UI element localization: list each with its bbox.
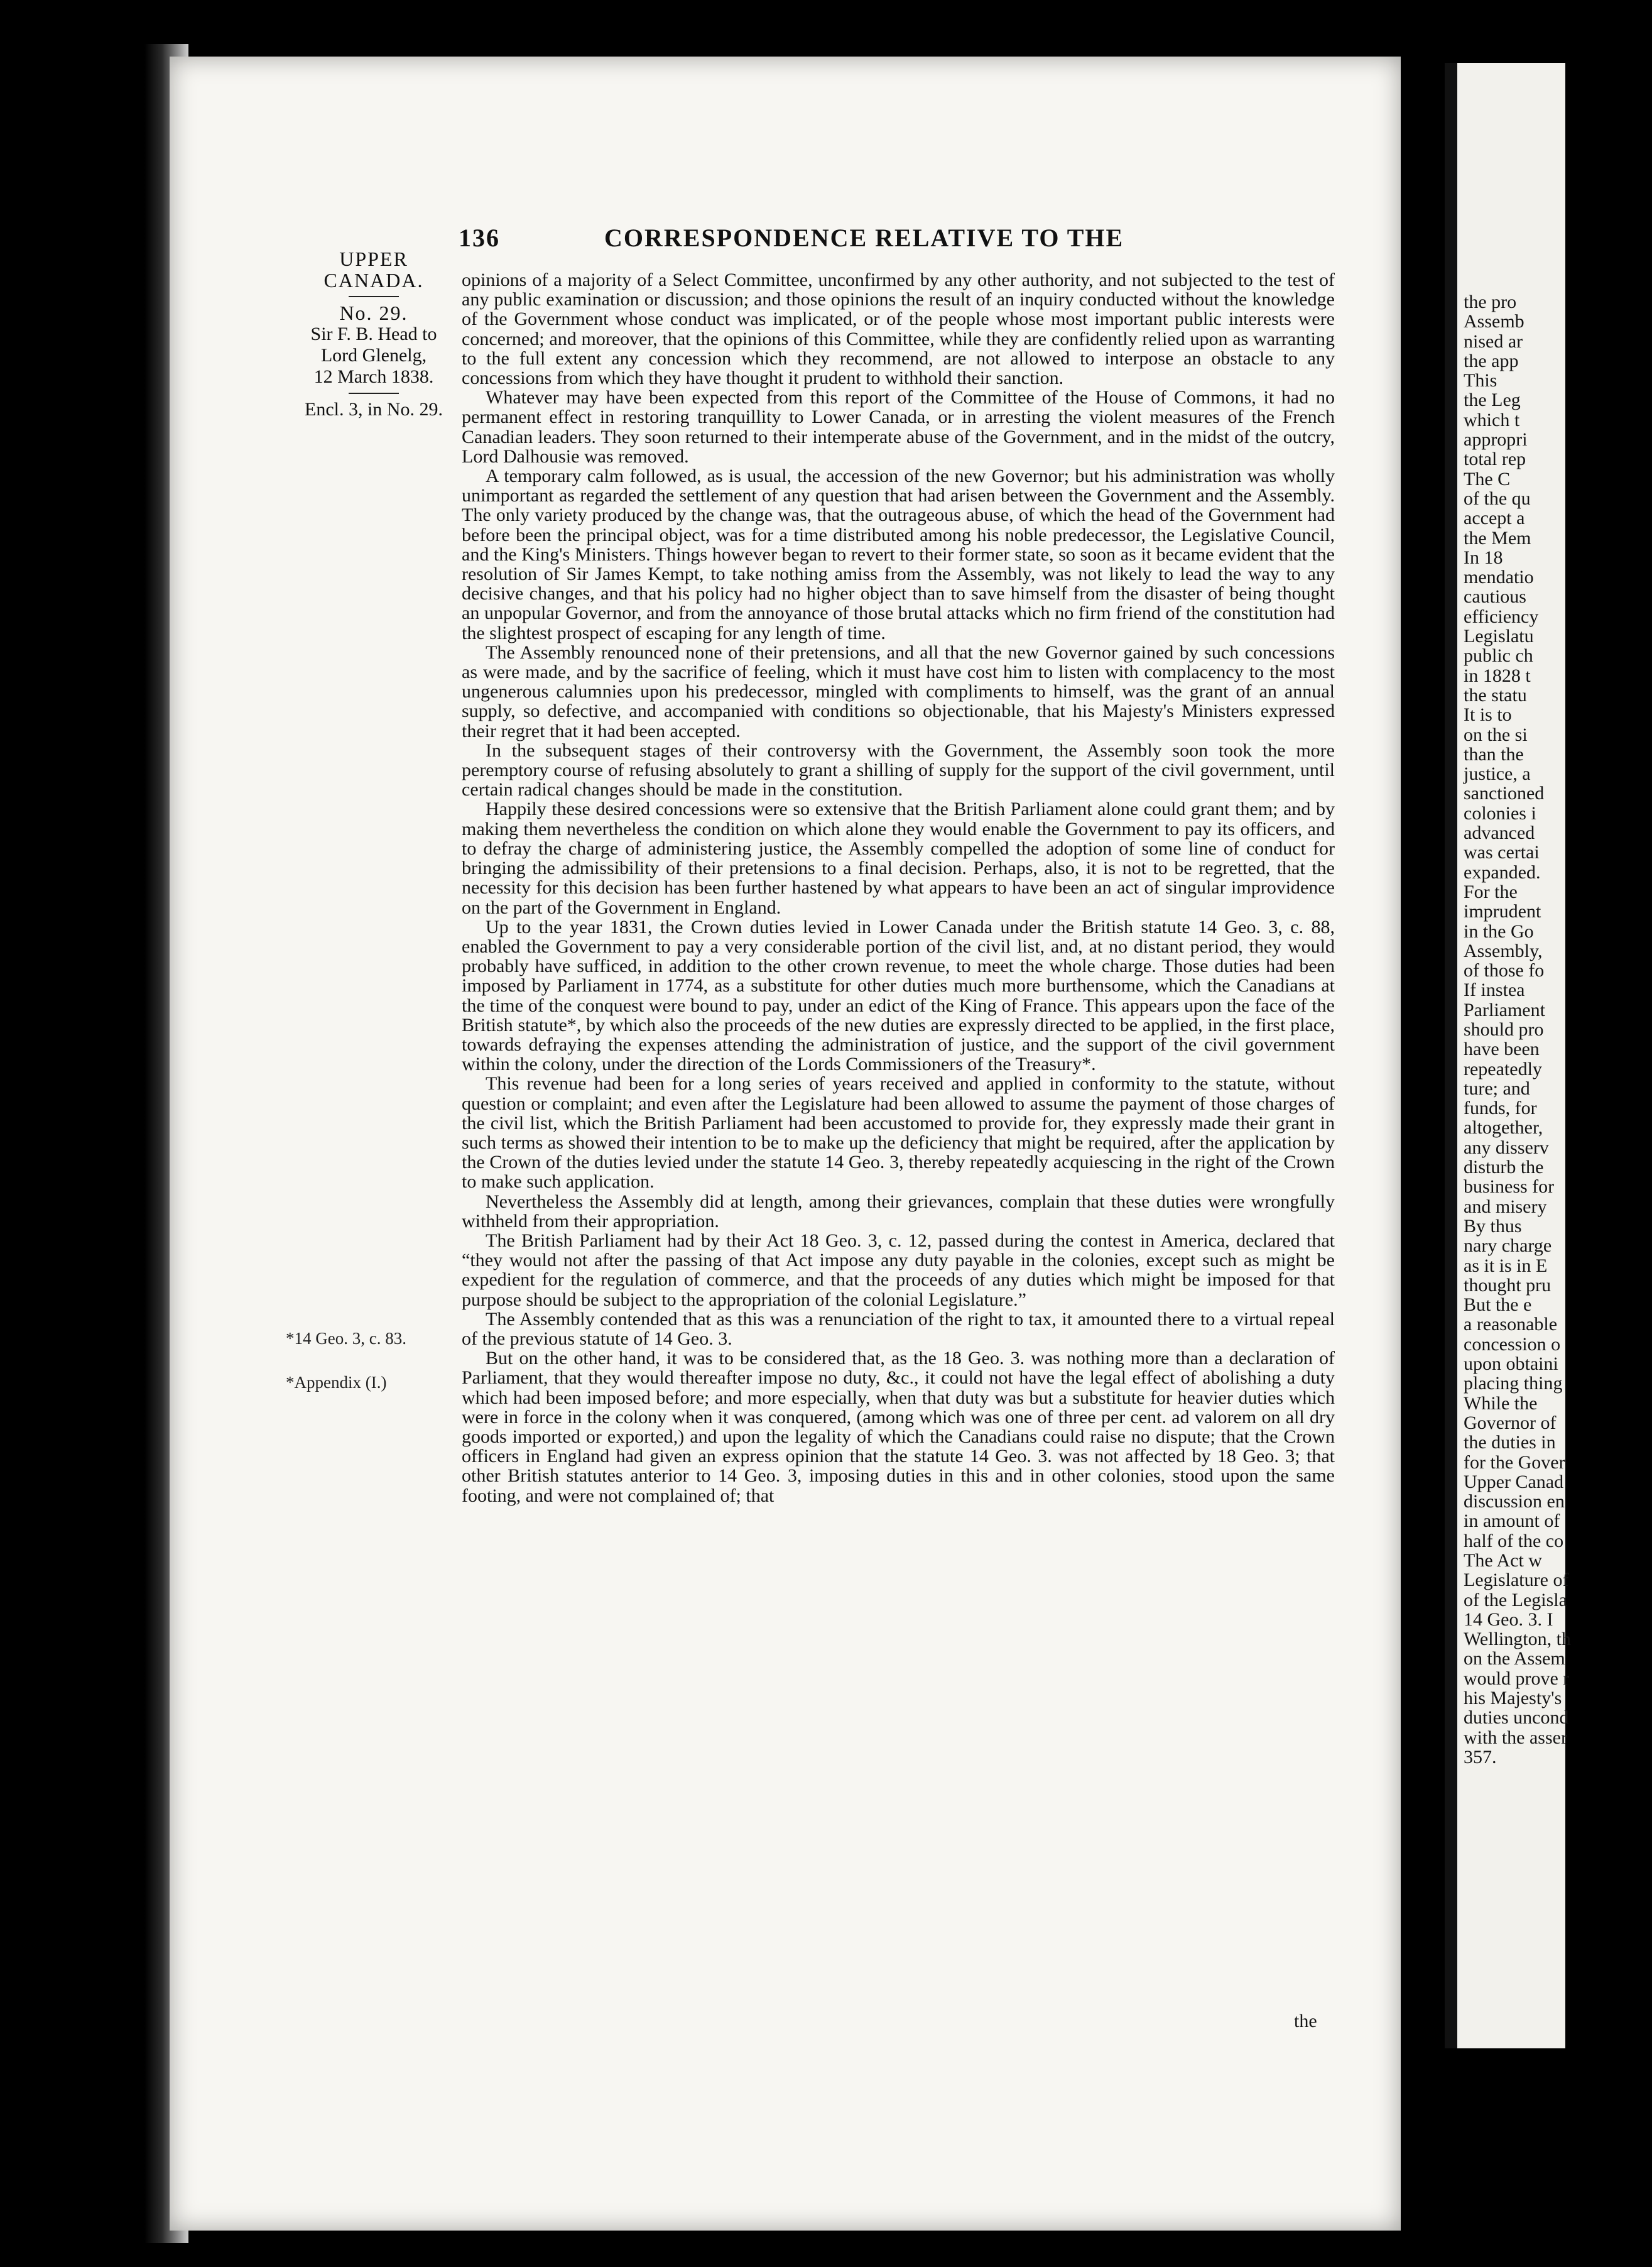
province-line-2: CANADA. <box>323 269 424 292</box>
paragraph: opinions of a majority of a Select Committee, unconfirmed by any other authority, and not subjected to the test of any public examination or discussion; and those opinions the result of an inquiry conducted without the knowledge of the Government whose conduct was implicated, or of the people whose most important public interests were concerned; and moreover, that the opinions of this Committee, while they are confidently relied upon as warranting to the full extent any concession which they recommend, are not allowed to interpose an obstacle to any concessions from which they have thought it prudent to withhold their sanction. <box>462 270 1335 389</box>
right-page-line: Assemb <box>1464 311 1524 332</box>
right-page-line: half of the co <box>1464 1530 1564 1551</box>
margin-rule <box>349 393 399 394</box>
right-page-line: In 18 <box>1464 547 1503 568</box>
right-page-line: sanctioned <box>1464 783 1545 804</box>
right-page-line: colonies i <box>1464 802 1536 824</box>
right-page-line: thought pru <box>1464 1274 1551 1296</box>
right-page-line: While the <box>1464 1392 1538 1414</box>
right-page-line: the pro <box>1464 292 1517 312</box>
right-page-line: altogether, <box>1464 1117 1543 1139</box>
right-page-line: should pro <box>1464 1019 1544 1040</box>
right-page-line: advanced <box>1464 822 1535 844</box>
paragraph: The Assembly renounced none of their pretensions, and all that the new Governor gained by such concessions as were made, and by the sacrifice of feeling, which it must have cost him to listen with complacency to the most ungenerous calumnies upon his predecessor, mingled with compliments to himself, was the grant of an annual supply, so defective, and accompanied with conditions so objectionable, that his Majesty's Ministers expressed their regret that it had been accepted. <box>462 642 1335 741</box>
paragraph: The Assembly contended that as this was a renunciation of the right to tax, it amounted there to a virtual repeal of the previous statute of 14 Geo. 3. <box>462 1308 1335 1349</box>
right-page-line: efficiency <box>1464 606 1539 627</box>
body-text <box>462 270 1335 1505</box>
right-page-line: and misery <box>1464 1196 1547 1217</box>
right-page-line: expanded. <box>1464 861 1541 883</box>
right-page-line: for the Gover <box>1464 1451 1565 1473</box>
side-note-appendix: *Appendix (I.) <box>286 1373 387 1392</box>
right-page-line: the app <box>1464 350 1519 371</box>
right-page-line: public ch <box>1464 645 1533 667</box>
right-page-line: the Mem <box>1464 527 1531 549</box>
right-page-line: on the Assem <box>1464 1648 1565 1669</box>
right-page-line: in amount of <box>1464 1510 1560 1532</box>
right-page-line: 357. <box>1464 1746 1497 1767</box>
right-page-line: placing thing <box>1464 1373 1563 1394</box>
running-title: CORRESPONDENCE RELATIVE TO THE <box>604 224 1124 252</box>
right-page-line: funds, for <box>1464 1098 1537 1119</box>
paragraph: In the subsequent stages of their controversy with the Government, the Assembly soon took the more peremptory course of refusing absolutely to grant a shilling of supply for the support of the civil government, until certain radical changes should be made in the constitution. <box>462 740 1335 800</box>
right-page-line: as it is in E <box>1464 1255 1548 1276</box>
right-page-line: Wellington, th <box>1464 1629 1571 1650</box>
paragraph: Happily these desired concessions were so extensive that the British Parliament alone could grant them; and by making them nevertheless the condition on which alone they would enable the Government to pay its officers, and to defray the charge of administering justice, the Assembly compelled the adoption of some line of conduct for bringing the admissibility of their pretensions to a final decision. Perhaps, also, it is not to be regretted, that the necessity for this decision has been further hastened by what appears to have been an act of singular improvidence on the part of the Government in England. <box>462 799 1335 918</box>
margin-heading <box>289 248 459 420</box>
paragraph: Up to the year 1831, the Crown duties levied in Lower Canada under the British statute 14 Geo. 3, c. 88, enabled the Government to pay a very considerable portion of the civil list, and, at no distant period, they would probably have sufficed, in addition to the other crown revenue, to meet the whole charge. Those duties had been imposed by Parliament in 1774, as a substitute for other duties much more burthensome, which the Canadians at the time of the conquest were bound to pay, under an edict of the King of France. This appears upon the face of the British statute*, by which also the proceeds of the new duties are expressly directed to be applied, in the first place, towards defraying the expenses attending the administration of justice, and the support of the civil government within the colony, under the direction of the Lords Commissioners of the Treasury*. <box>462 916 1335 1075</box>
right-page-line: But the e <box>1464 1294 1532 1316</box>
right-page-line: concession o <box>1464 1333 1561 1355</box>
paragraph: But on the other hand, it was to be considered that, as the 18 Geo. 3. was nothing more than a declaration of Parliament, that they would thereafter impose no duty, &c., it could not have the legal effect of abolishing a duty which had been imposed before; and more especially, when that duty was but a substitute for heavier duties which were in force in the colony when it was conquered, (among which was one of three per cent. ad valorem on all dry goods imported or exported,) and upon the legality of which the Canadians could raise no dispute; that the Crown officers in England had given an express opinion that the statute 14 Geo. 3. was not affected by 18 Geo. 3; that other British statutes anterior to 14 Geo. 3, imposing duties in this and in other colonies, stood upon the same footing, and were not complained of; that <box>462 1348 1335 1506</box>
from-to-line-2: Lord Glenelg, <box>320 345 427 366</box>
right-page-line: This <box>1464 370 1497 391</box>
right-page-line: For the <box>1464 881 1518 902</box>
side-note-statute: *14 Geo. 3, c. 83. <box>286 1329 406 1348</box>
right-page-line: any disserv <box>1464 1137 1549 1158</box>
right-page-line: Legislatu <box>1464 626 1534 647</box>
right-page-line: cautious <box>1464 586 1526 608</box>
right-page-line: justice, a <box>1464 763 1531 785</box>
right-page-line: the duties in <box>1464 1432 1556 1453</box>
paragraph: The British Parliament had by their Act 18 Geo. 3, c. 12, passed during the contest in America, declared that “they would not after the passing of that Act impose any duty payable in the colonies, except such as might be expedient for the regulation of commerce, and that the proceeds of any duties which might be imposed for that purpose should be subject to the appropriation of the colonial Legislature.” <box>462 1230 1335 1310</box>
right-page-line: with the asser <box>1464 1727 1567 1748</box>
right-page-line: was certai <box>1464 842 1540 863</box>
paragraph: Whatever may have been expected from this report of the Committee of the House of Commons, it had no permanent effect in restoring tranquillity to Lower Canada, or in arresting the violent measures of the French Canadian leaders. They soon returned to their intemperate abuse of the Government, and in the midst of the outcry, Lord Dalhousie was removed. <box>462 387 1335 467</box>
right-page-line: By thus <box>1464 1215 1522 1237</box>
right-page-line: of those fo <box>1464 960 1545 981</box>
right-page-line: appropri <box>1464 429 1528 451</box>
right-page-line: The C <box>1464 468 1511 489</box>
right-page-line: discussion en <box>1464 1491 1565 1512</box>
document-date: 12 March 1838. <box>313 366 434 387</box>
right-page-text <box>1464 292 1652 1767</box>
right-page-line: ture; and <box>1464 1078 1530 1099</box>
margin-rule <box>349 296 399 297</box>
right-page-line: in 1828 t <box>1464 665 1531 686</box>
right-page-line: It is to <box>1464 704 1512 726</box>
right-page-line: Governor of <box>1464 1412 1557 1433</box>
right-page-line: the statu <box>1464 684 1527 706</box>
right-page-line: nary charge <box>1464 1235 1552 1257</box>
page-header <box>459 223 1338 253</box>
right-page-line: accept a <box>1464 508 1525 529</box>
right-page-line: of the Legisla <box>1464 1589 1567 1610</box>
right-page-line: total rep <box>1464 449 1526 470</box>
right-page-line: nised ar <box>1464 330 1523 352</box>
right-page-line: the Leg <box>1464 390 1521 411</box>
enclosure-reference: Encl. 3, in No. 29. <box>305 399 443 420</box>
from-to-line-1: Sir F. B. Head to <box>310 324 437 344</box>
right-page-line: his Majesty's <box>1464 1688 1562 1709</box>
right-page-line: would prove r <box>1464 1668 1570 1689</box>
right-page-line: of the qu <box>1464 488 1531 509</box>
right-page-line: a reasonable <box>1464 1314 1558 1335</box>
right-page-line: than the <box>1464 743 1524 765</box>
province-line-1: UPPER <box>339 248 408 270</box>
paragraph: Nevertheless the Assembly did at length, among their grievances, complain that these duties were wrongfully withheld from their appropriation. <box>462 1191 1335 1232</box>
right-page-line: in the Go <box>1464 920 1534 942</box>
right-page-line: Upper Canad <box>1464 1471 1564 1492</box>
catchword: the <box>1294 2011 1317 2031</box>
right-page-line: repeatedly <box>1464 1058 1542 1079</box>
document-number: No. 29. <box>339 302 408 324</box>
right-page-line: 14 Geo. 3. I <box>1464 1609 1553 1630</box>
right-page-line: If instea <box>1464 980 1525 1001</box>
paragraph: A temporary calm followed, as is usual, the accession of the new Governor; but his administration was wholly unimportant as regarded the settlement of any question that had arisen between the Government and the Assembly. The only variety produced by the change was, that the outrageous abuse, of which the head of the Government had before been the principal object, was for a time distributed among his noble predecessor, the Legislative Council, and the King's Ministers. Things however began to revert to their former state, so soon as it became evident that the resolution of Sir James Kempt, to take nothing amiss from the Assembly, was not likely to lead the way to any decisive changes, and that his policy had no higher object than to save himself from the disaster of being thought an unpopular Governor, and from the annoyance of those brutal attacks which no firm friend of the constitution had the slightest prospect of escaping for any length of time. <box>462 466 1335 643</box>
paragraph: This revenue had been for a long series of years received and applied in conformity to the statute, without question or complaint; and even after the Legislature had been allowed to assume the payment of those charges of the civil list, which the British Parliament had been accustomed to provide for, they expressly made their grant in such terms as showed their intention to be to make up the deficiency that might be required, after the application by the Crown of the duties levied under the statute 14 Geo. 3, thereby repeatedly acquiescing in the right of the Crown to make such application. <box>462 1073 1335 1193</box>
right-page-line: disturb the <box>1464 1157 1544 1178</box>
right-page-line: duties uncond <box>1464 1707 1569 1729</box>
right-page-line: mendatio <box>1464 567 1534 588</box>
page-number: 136 <box>459 224 500 252</box>
right-page-line: Assembly, <box>1464 940 1543 961</box>
right-page-line: business for <box>1464 1176 1555 1198</box>
right-page-line: Legislature of <box>1464 1570 1569 1591</box>
right-page-line: Parliament <box>1464 999 1545 1020</box>
right-page-line: on the si <box>1464 724 1528 745</box>
right-page-line: imprudent <box>1464 901 1541 922</box>
right-page-line: have been <box>1464 1039 1540 1060</box>
right-page-line: which t <box>1464 409 1520 430</box>
right-page-line: upon obtaini <box>1464 1353 1558 1375</box>
right-page-line: The Act w <box>1464 1550 1542 1571</box>
